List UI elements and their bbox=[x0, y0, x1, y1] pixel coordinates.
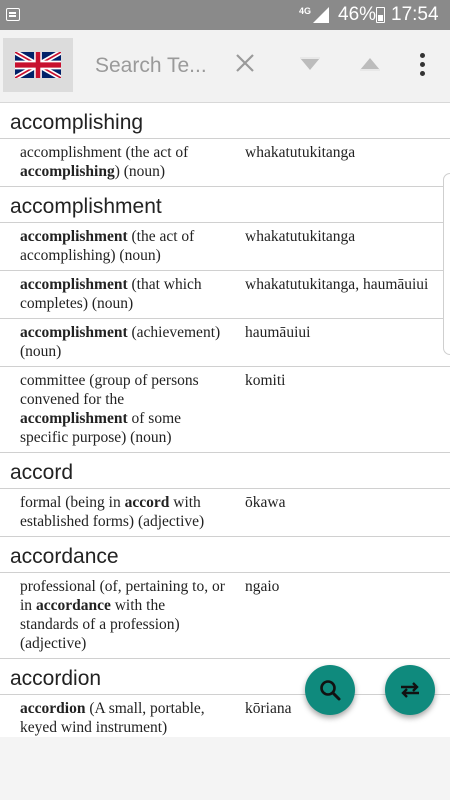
overflow-menu-icon[interactable] bbox=[414, 50, 430, 80]
clock: 17:54 bbox=[391, 4, 439, 25]
search-icon bbox=[318, 678, 342, 702]
english-text-highlight: accomplishment bbox=[20, 410, 128, 427]
battery-percent: 46% bbox=[338, 4, 377, 25]
english-text-post: (that which completes) (noun) bbox=[20, 276, 202, 312]
translation-row[interactable] bbox=[0, 489, 450, 537]
english-text bbox=[0, 227, 225, 265]
english-text bbox=[0, 699, 225, 737]
clear-icon[interactable] bbox=[232, 50, 258, 76]
english-text-highlight: accord bbox=[124, 494, 170, 511]
entry-headword: accomplishing bbox=[0, 103, 450, 139]
results-list[interactable] bbox=[0, 103, 450, 737]
english-text-post: (A small, portable, keyed wind instrument) bbox=[20, 700, 205, 736]
search-input[interactable] bbox=[95, 52, 225, 80]
battery-icon bbox=[376, 7, 385, 23]
entry-headword: accordion bbox=[0, 659, 450, 695]
maori-translation: komiti bbox=[245, 372, 286, 389]
entry-headword: accordance bbox=[0, 537, 450, 573]
english-text-pre: committee (group of persons convened for the bbox=[20, 372, 199, 408]
translation-row[interactable] bbox=[0, 223, 450, 271]
maori-translation: ōkawa bbox=[245, 494, 286, 511]
scrollbar-thumb[interactable] bbox=[443, 173, 450, 355]
toolbar bbox=[0, 30, 450, 103]
english-text-highlight: accomplishing bbox=[20, 163, 115, 180]
translation-row[interactable] bbox=[0, 319, 450, 367]
english-text bbox=[0, 577, 225, 653]
english-text-highlight: accordance bbox=[35, 597, 111, 614]
translation-row[interactable] bbox=[0, 139, 450, 187]
next-result-icon[interactable] bbox=[298, 54, 322, 74]
maori-translation: whakatutukitanga bbox=[245, 228, 356, 245]
english-text bbox=[0, 275, 225, 313]
previous-result-icon[interactable] bbox=[358, 54, 382, 74]
english-text-highlight: accomplishment bbox=[20, 324, 128, 341]
english-text bbox=[0, 493, 225, 531]
entry-headword: accord bbox=[0, 453, 450, 489]
signal-icon bbox=[313, 7, 329, 23]
english-text-pre: accomplishment (the act of bbox=[20, 144, 189, 161]
notification-icon bbox=[6, 8, 20, 21]
maori-translation: whakatutukitanga, haumāuiui bbox=[245, 276, 429, 293]
maori-translation: kōriana bbox=[245, 700, 292, 717]
translation-row[interactable] bbox=[0, 271, 450, 319]
english-text bbox=[0, 371, 225, 447]
english-text-highlight: accordion bbox=[20, 700, 86, 717]
english-text-highlight: accomplishment bbox=[20, 276, 128, 293]
english-text-pre: professional (of, pertaining to, or in bbox=[20, 578, 225, 614]
english-text-post: with the standards of a profession) (adjective) bbox=[20, 597, 180, 652]
english-text bbox=[0, 143, 225, 181]
uk-flag-icon bbox=[15, 52, 61, 78]
english-text-post: of some specific purpose) (noun) bbox=[20, 410, 182, 446]
english-text-post: with established forms) (adjective) bbox=[20, 494, 205, 530]
translation-row[interactable] bbox=[0, 573, 450, 659]
entry-headword: accomplishment bbox=[0, 187, 450, 223]
bottom-area bbox=[0, 737, 450, 800]
maori-translation: haumāuiui bbox=[245, 324, 311, 341]
language-toggle-button[interactable] bbox=[3, 38, 73, 92]
english-text-highlight: accomplishment bbox=[20, 228, 128, 245]
maori-translation: whakatutukitanga bbox=[245, 144, 356, 161]
status-bar bbox=[0, 0, 450, 30]
translation-row[interactable] bbox=[0, 367, 450, 453]
swap-icon bbox=[398, 678, 422, 702]
english-text-post: ) (noun) bbox=[114, 163, 166, 180]
english-text-post: (the act of accomplishing) (noun) bbox=[20, 228, 195, 264]
english-text-post: (achievement) (noun) bbox=[20, 324, 221, 360]
english-text-pre: formal (being in bbox=[20, 494, 125, 511]
english-text bbox=[0, 323, 225, 361]
maori-translation: ngaio bbox=[245, 578, 280, 595]
network-type: 4G bbox=[299, 6, 312, 16]
translation-row[interactable] bbox=[0, 695, 450, 737]
search-fab-button[interactable] bbox=[305, 665, 355, 715]
swap-language-fab-button[interactable] bbox=[385, 665, 435, 715]
